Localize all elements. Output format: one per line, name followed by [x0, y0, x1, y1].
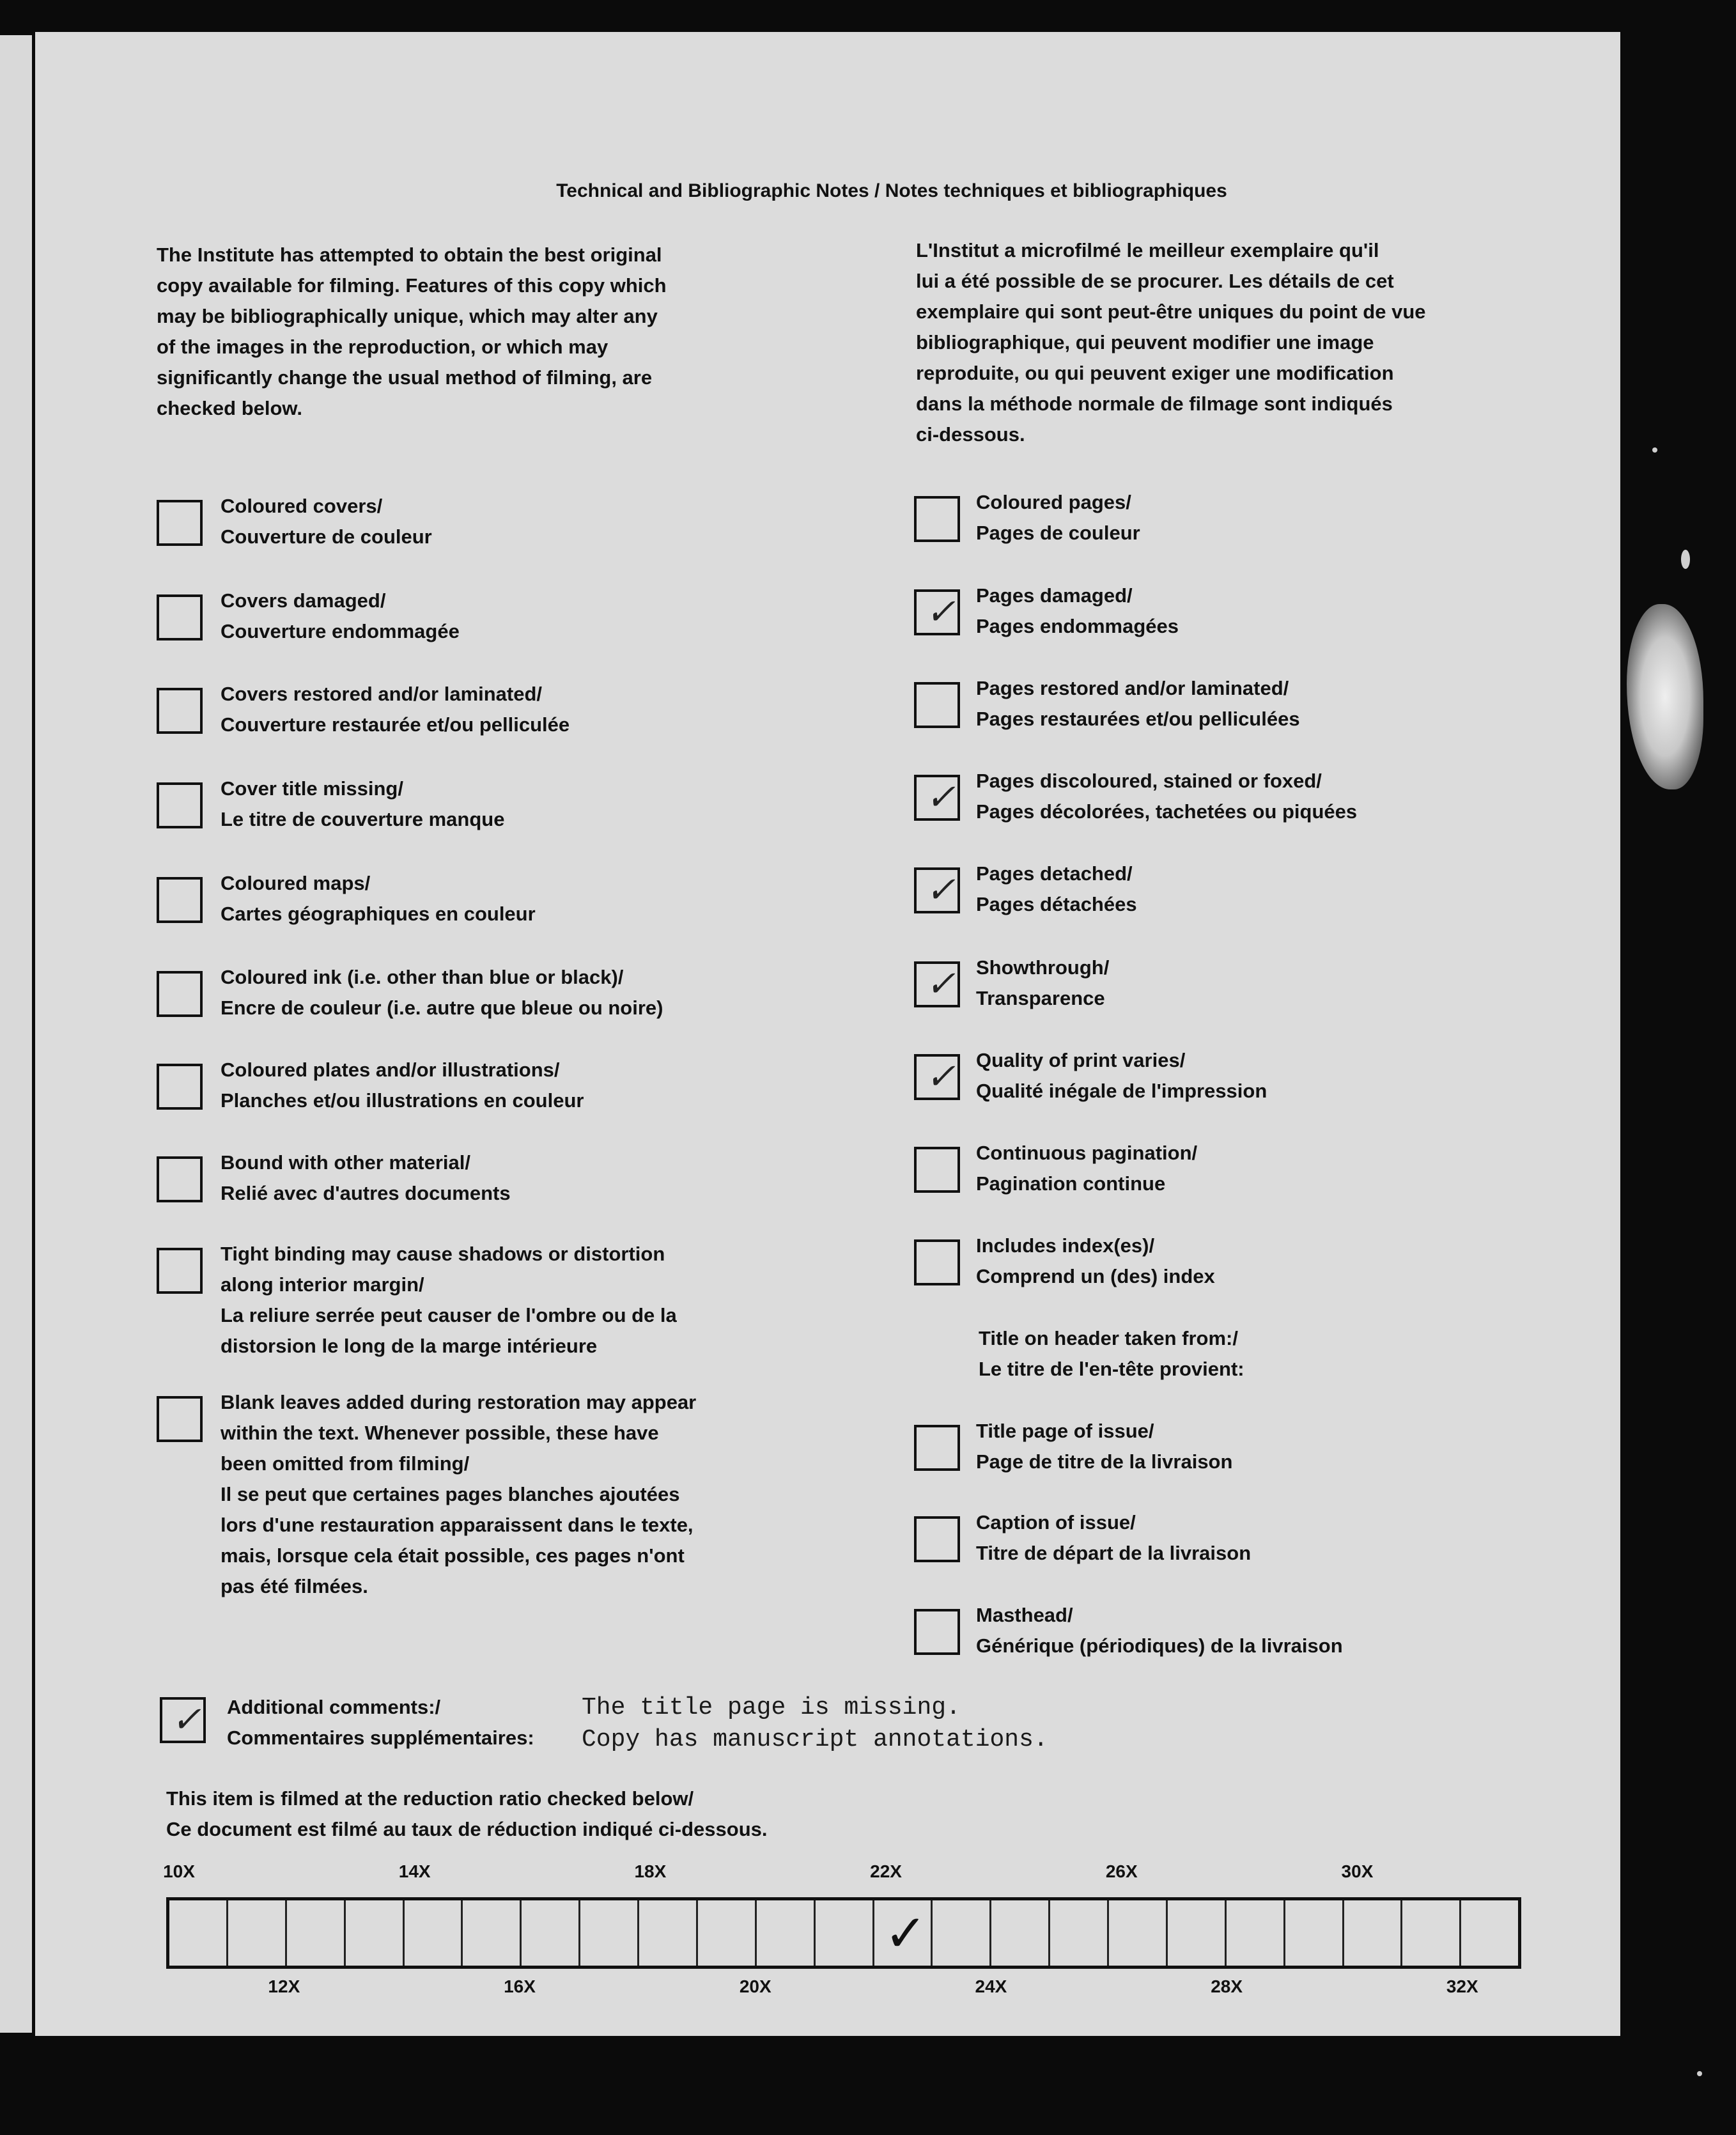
ratio-bottom-label: 20X — [739, 1976, 771, 1996]
right-item-checkbox[interactable] — [914, 589, 960, 635]
left-item-checkbox[interactable] — [157, 1064, 203, 1110]
check-mark-icon: ✓ — [926, 1056, 956, 1098]
right-item-label: Caption of issue/ Titre de départ de la livraison — [976, 1511, 1252, 1564]
ratio-cell[interactable] — [463, 1900, 522, 1966]
intro-english: The Institute has attempted to obtain the best original copy available for filming. Features of this copy which may be bibliographically unique, which may alter any of the images in the reproduction, or which may significantly change the usual method of filming, are checked below. — [157, 244, 667, 419]
ratio-top-label: 26X — [1105, 1861, 1138, 1881]
page-title: Technical and Bibliographic Notes / Notes techniques et bibliographiques — [556, 180, 1227, 201]
ratio-cell[interactable] — [346, 1900, 405, 1966]
ratio-cell[interactable] — [1461, 1900, 1518, 1966]
ratio-top-label: 30X — [1341, 1861, 1374, 1881]
ratio-cell[interactable] — [874, 1900, 933, 1966]
speck — [1652, 447, 1657, 453]
ratio-cell[interactable] — [522, 1900, 580, 1966]
left-item-label: Cover title missing/ Le titre de couverture manque — [221, 777, 505, 830]
adjacent-page-edge — [0, 35, 32, 2033]
document-page — [35, 32, 1620, 2036]
right-item-checkbox[interactable] — [914, 1239, 960, 1285]
right-item-checkbox[interactable] — [914, 1054, 960, 1100]
ratio-cell[interactable] — [1285, 1900, 1344, 1966]
ratio-cell[interactable] — [1050, 1900, 1109, 1966]
left-item-checkbox[interactable] — [157, 1156, 203, 1202]
ratio-top-label: 10X — [163, 1861, 195, 1881]
right-item-label: Pages detached/ Pages détachées — [976, 862, 1137, 915]
check-mark-icon: ✓ — [171, 1699, 201, 1741]
right-item-label: Quality of print varies/ Qualité inégale de l'impression — [976, 1049, 1267, 1102]
speck — [1697, 2071, 1702, 2076]
left-item-label: Covers damaged/ Couverture endommagée — [221, 589, 460, 642]
ratio-top-label: 18X — [634, 1861, 667, 1881]
ratio-cell[interactable] — [580, 1900, 639, 1966]
header-note: Title on header taken from:/ Le titre de l'en-tête provient: — [979, 1327, 1244, 1380]
right-item-label: Masthead/ Générique (périodiques) de la livraison — [976, 1604, 1343, 1657]
check-mark-icon: ✓ — [926, 869, 956, 911]
check-mark-icon: ✓ — [926, 591, 956, 633]
left-item-checkbox[interactable] — [157, 782, 203, 828]
left-item-checkbox[interactable] — [157, 1248, 203, 1294]
left-item-label: Coloured plates and/or illustrations/ Planches et/ou illustrations en couleur — [221, 1059, 584, 1112]
left-item-label: Covers restored and/or laminated/ Couverture restaurée et/ou pelliculée — [221, 683, 570, 736]
ratio-bottom-label: 24X — [975, 1976, 1007, 1996]
ratio-cell[interactable] — [1344, 1900, 1403, 1966]
left-item-label: Tight binding may cause shadows or distortion along interior margin/ La reliure serrée peut causer de l'ombre ou de la distorsion le long de la marge intérieure — [221, 1243, 677, 1357]
left-item-label: Blank leaves added during restoration may appear within the text. Whenever possible, these have been omitted from filming/ Il se peut que certaines pages blanches ajoutées lors d'une restauration apparaissent dans le texte, mais, lorsque cela était possible, ces pages n'ont pas été filmées. — [221, 1391, 697, 1597]
ratio-cell[interactable] — [405, 1900, 463, 1966]
right-item-label: Pages damaged/ Pages endommagées — [976, 584, 1179, 637]
additional-comments-checkbox[interactable] — [160, 1697, 206, 1743]
ratio-bottom-label: 28X — [1211, 1976, 1243, 1996]
left-item-checkbox[interactable] — [157, 500, 203, 546]
right-item-checkbox[interactable] — [914, 1425, 960, 1471]
left-item-label: Coloured maps/ Cartes géographiques en couleur — [221, 872, 536, 925]
additional-comments-text: The title page is missing. Copy has manuscript annotations. — [582, 1694, 1048, 1753]
speck — [1681, 550, 1690, 569]
ratio-cell[interactable] — [698, 1900, 757, 1966]
check-mark-icon: ✓ — [926, 777, 956, 818]
right-item-checkbox[interactable] — [914, 1609, 960, 1655]
ratio-cell[interactable] — [1109, 1900, 1168, 1966]
ratio-bottom-label: 12X — [268, 1976, 300, 1996]
ratio-bottom-label: 16X — [504, 1976, 536, 1996]
right-item-checkbox[interactable] — [914, 682, 960, 728]
right-item-label: Title page of issue/ Page de titre de la livraison — [976, 1420, 1233, 1473]
ratio-top-label: 22X — [870, 1861, 902, 1881]
right-item-checkbox[interactable] — [914, 1516, 960, 1562]
right-item-label: Coloured pages/ Pages de couleur — [976, 491, 1140, 544]
ratio-cell[interactable] — [933, 1900, 991, 1966]
right-item-label: Pages restored and/or laminated/ Pages restaurées et/ou pelliculées — [976, 677, 1300, 730]
left-item-label: Bound with other material/ Relié avec d'autres documents — [221, 1151, 511, 1204]
ratio-cell[interactable] — [1227, 1900, 1285, 1966]
right-item-checkbox[interactable] — [914, 867, 960, 913]
right-item-label: Pages discoloured, stained or foxed/ Pages décolorées, tachetées ou piquées — [976, 770, 1358, 823]
ratio-cell[interactable] — [816, 1900, 874, 1966]
reduction-ratio-strip — [166, 1897, 1521, 1969]
reduction-ratio-text: This item is filmed at the reduction ratio checked below/ Ce document est filmé au taux de réduction indiqué ci-dessous. — [166, 1787, 768, 1840]
ratio-cell[interactable] — [757, 1900, 816, 1966]
check-mark-icon: ✓ — [884, 1904, 927, 1963]
ratio-cell[interactable] — [1402, 1900, 1461, 1966]
ratio-cell[interactable] — [639, 1900, 698, 1966]
right-item-label: Continuous pagination/ Pagination continue — [976, 1142, 1198, 1195]
ratio-top-label: 14X — [398, 1861, 431, 1881]
left-item-checkbox[interactable] — [157, 688, 203, 734]
intro-french: L'Institut a microfilmé le meilleur exemplaire qu'il lui a été possible de se procurer. Les détails de cet exemplaire qui sont peut-être uniques du point de vue bibliographique, qui peuvent modifier une image reproduite, ou qui peuvent exiger une modification dans la méthode normale de filmage sont indiqués ci-dessous. — [916, 239, 1426, 446]
page-edge-smudge — [1627, 604, 1703, 789]
right-item-label: Includes index(es)/ Comprend un (des) index — [976, 1234, 1215, 1287]
ratio-cell[interactable] — [1168, 1900, 1227, 1966]
right-item-checkbox[interactable] — [914, 1147, 960, 1193]
left-item-label: Coloured covers/ Couverture de couleur — [221, 495, 432, 548]
additional-comments-label: Additional comments:/ Commentaires supplémentaires: — [227, 1696, 534, 1749]
ratio-cell[interactable] — [991, 1900, 1050, 1966]
left-item-checkbox[interactable] — [157, 971, 203, 1017]
right-item-label: Showthrough/ Transparence — [976, 956, 1110, 1009]
check-mark-icon: ✓ — [926, 963, 956, 1005]
left-item-checkbox[interactable] — [157, 1396, 203, 1442]
right-item-checkbox[interactable] — [914, 775, 960, 821]
ratio-bottom-label: 32X — [1446, 1976, 1478, 1996]
right-item-checkbox[interactable] — [914, 961, 960, 1007]
left-item-label: Coloured ink (i.e. other than blue or black)/ Encre de couleur (i.e. autre que bleue ou noire) — [221, 966, 663, 1019]
ratio-cell[interactable] — [228, 1900, 287, 1966]
ratio-cell[interactable] — [287, 1900, 346, 1966]
ratio-cell[interactable] — [169, 1900, 228, 1966]
left-item-checkbox[interactable] — [157, 877, 203, 923]
right-item-checkbox[interactable] — [914, 496, 960, 542]
left-item-checkbox[interactable] — [157, 594, 203, 640]
